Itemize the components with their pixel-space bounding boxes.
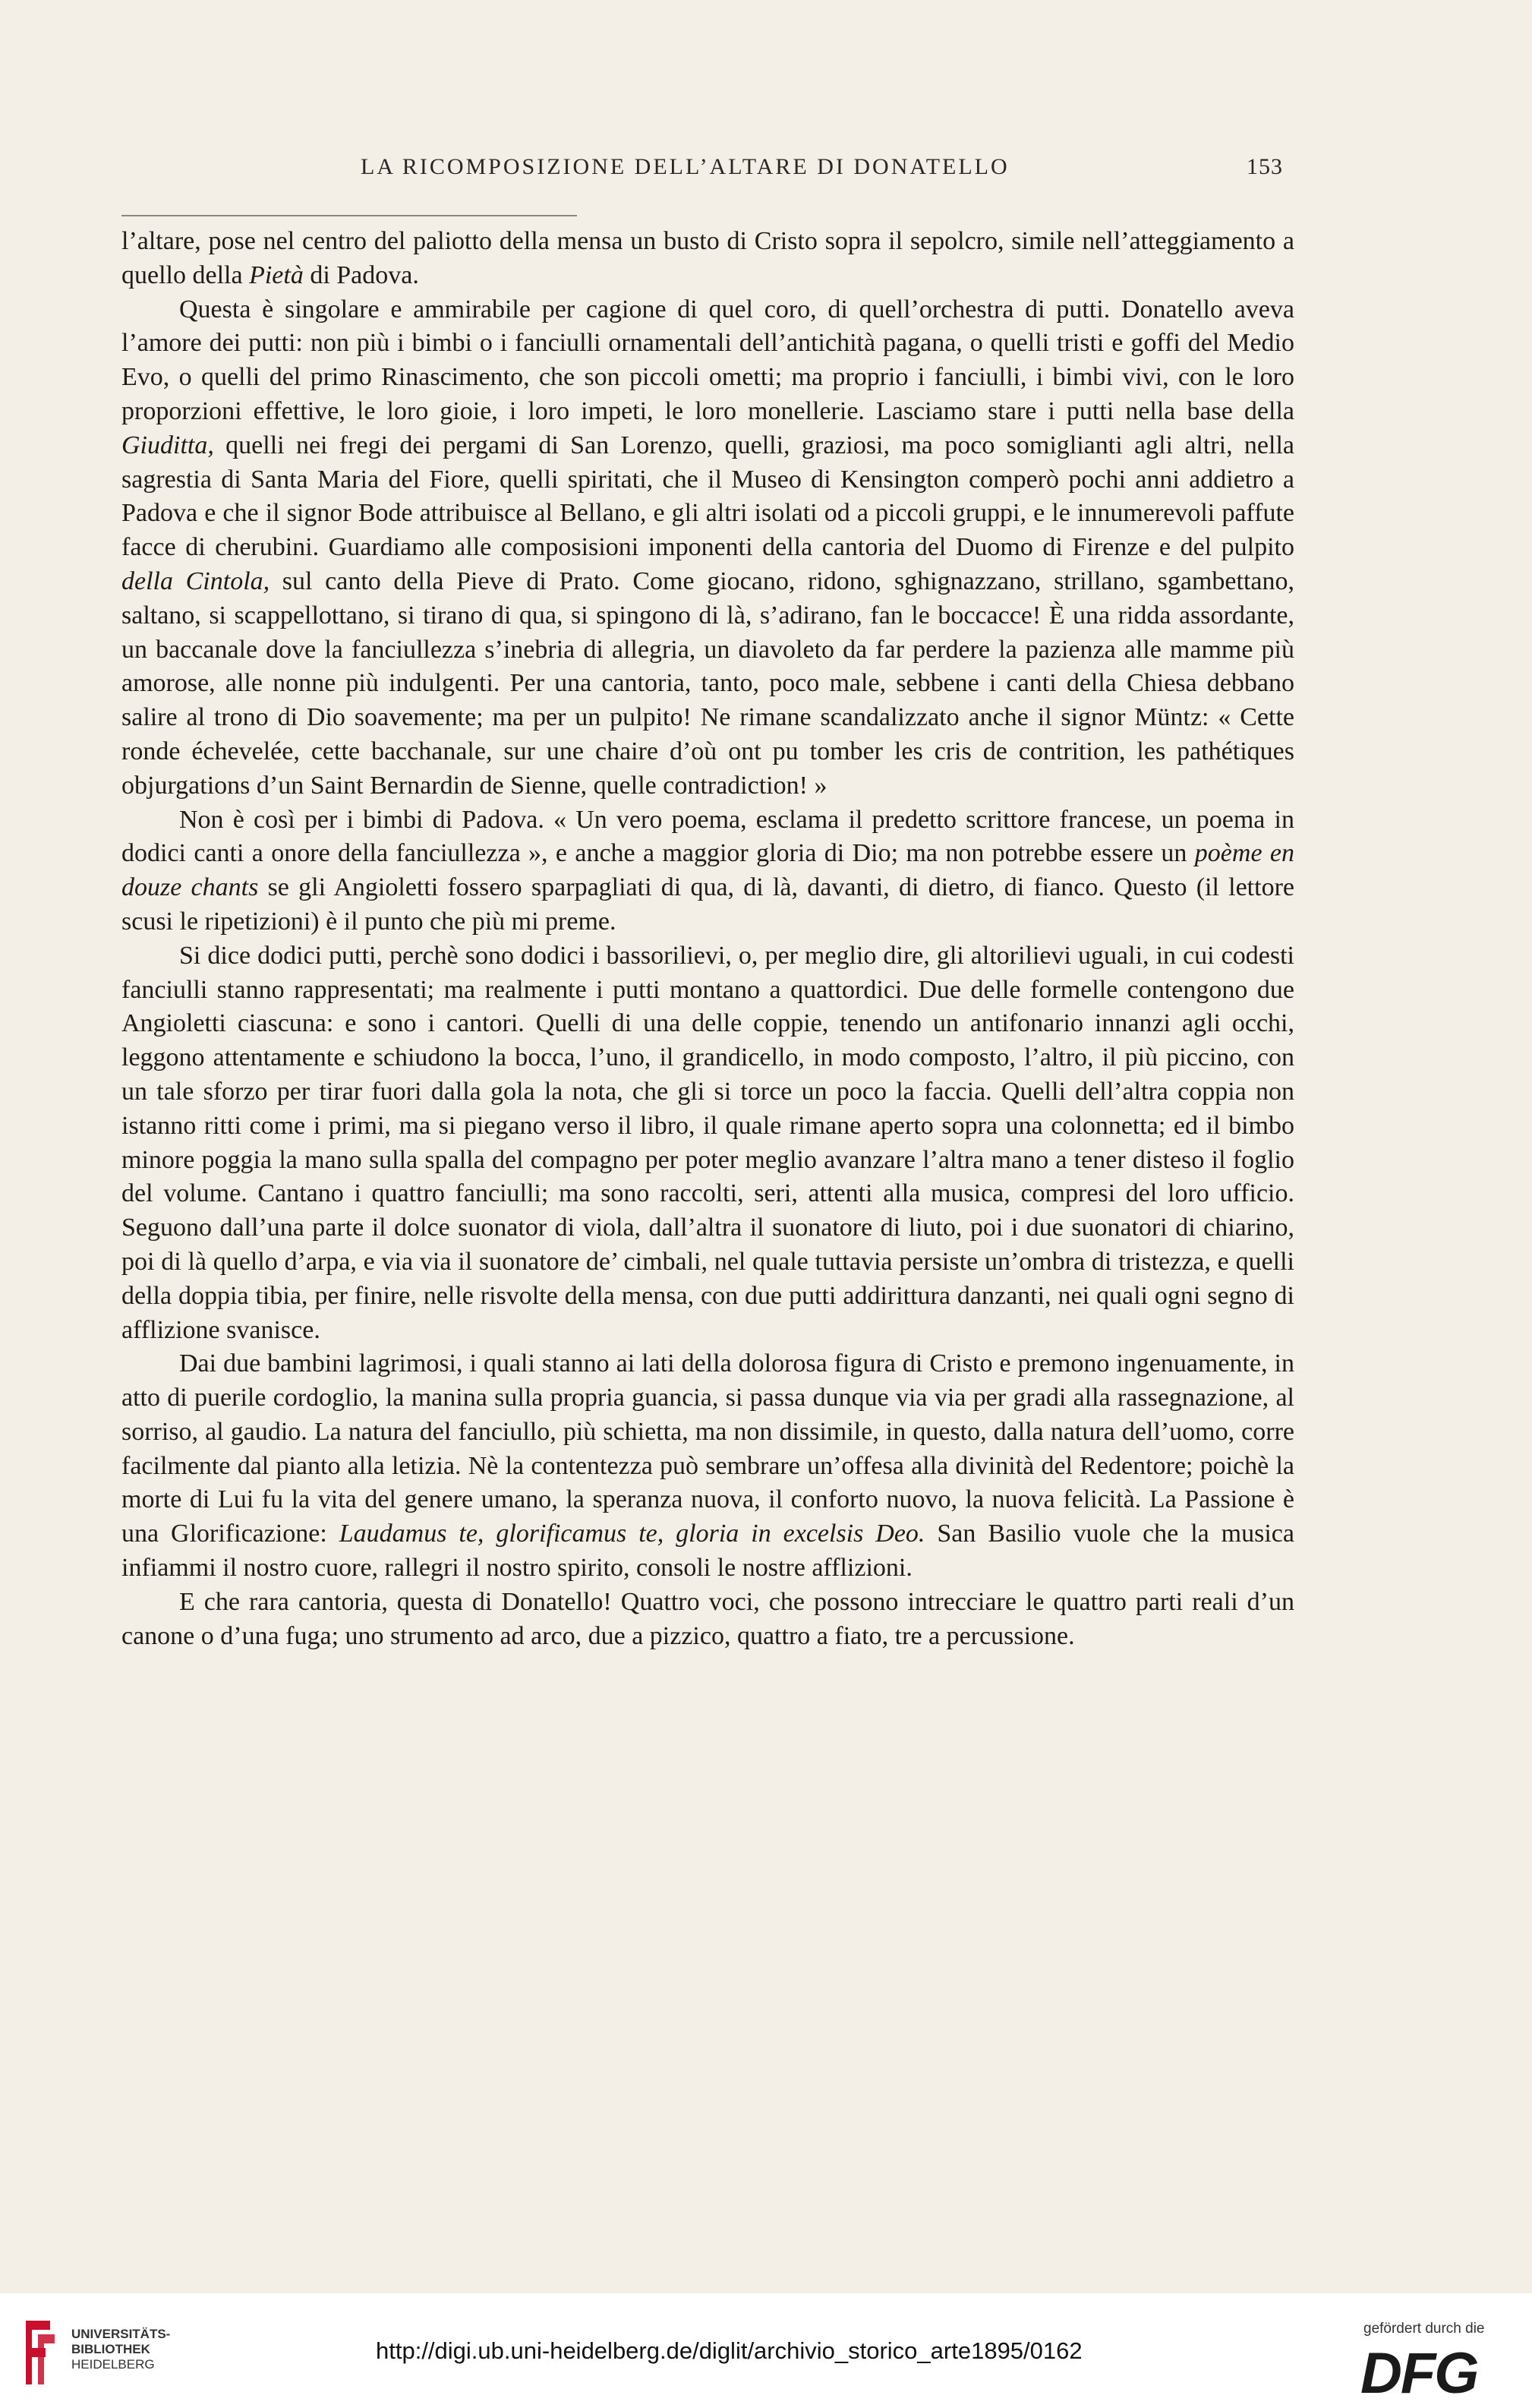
italic-text: Giuditta,: [121, 431, 214, 459]
paragraph: [121, 803, 1294, 939]
paragraph-text: quelli nei fregi dei pergami di San Lorenzo, quelli, graziosi, ma poco somiglianti agli altri, nella sagrestia di Santa Maria del Fiore, quelli spiritati, che il Museo di Kensington comperò pochi anni addietro a Padova e che il signor Bode attribuisce al Bellano, e gli altri isolati od a piccoli gruppi, e le innumerevoli paffute facce di cherubini. Guardiamo alle composisioni imponenti della cantoria del Duomo di Firenze e del pulpito: [121, 431, 1294, 562]
body-text: [121, 225, 1294, 1653]
footer-bar: [0, 2293, 1532, 2408]
paragraph-text: se gli Angioletti fossero sparpagliati di qua, di là, davanti, di dietro, di fianco. Questo (il lettore scusi le ripetizioni) è il punto che più mi preme.: [121, 873, 1294, 936]
paragraph-text: l’altare, pose nel centro del paliotto della mensa un busto di Cristo sopra il sepolcro, simile nell’atteggiamento a quello della: [121, 227, 1294, 289]
paragraph: [121, 1347, 1294, 1586]
paragraph-text: di Padova.: [303, 260, 419, 289]
library-name-line: HEIDELBERG: [71, 2357, 155, 2372]
paragraph-text: Dai due bambini lagrimosi, i quali stanno ai lati della dolorosa figura di Cristo e premono ingenuamente, in atto di puerile cordoglio, la manina sulla propria guancia, si passa dunque via via per gradi alla rassegnazione, al sorriso, al gaudio. La natura del fanciullo, più schietta, ma non dissimile, in questo, dalla natura dell’uomo, corre facilmente dal pianto alla letizia. Nè la contentezza può sembrare un’offesa alla divinità del Redentore; poichè la morte di Lui fu la vita del genere umano, la speranza nuova, il conforto nuovo, la nuova felicità. La Passione è una Glorificazione:: [121, 1349, 1294, 1548]
paragraph: [121, 1586, 1294, 1654]
paragraph-text: Non è così per i bimbi di Padova. « Un vero poema, esclama il predetto scrittore francese, un poema in dodici canti a onore della fanciullezza », e anche a maggior gloria di Dio; ma non potrebbe essere un: [121, 805, 1294, 868]
university-library-logo-icon: [15, 2315, 61, 2391]
paragraph-text: Questa è singolare e ammirabile per cagione di quel coro, di quell’orchestra di putti. Donatello aveva l’amore dei putti: non più i bimbi o i fanciulli ornamentali dell’antichità pagana, o quelli tristi e goffi del Medio Evo, o quelli del primo Rinascimento, che son piccoli ometti; ma proprio i fanciulli, i bimbi vivi, con le loro proporzioni effettive, le loro gioie, i loro impeti, le loro monellerie. Lasciamo stare i putti nella base della: [121, 295, 1294, 425]
paragraph-text: San Basilio vuole che la musica infiammi il nostro cuore, rallegri il nostro spirito, consoli le nostre afflizioni.: [121, 1520, 1294, 1583]
library-name-line: BIBLIOTHEK: [71, 2342, 150, 2356]
header-rule: [121, 215, 577, 216]
paragraph-text: E che rara cantoria, questa di Donatello! Quattro voci, che possono intrecciare le quattro parti reali d’un canone o d’una fuga; uno strumento ad arco, due a pizzico, quattro a fiato, tre a percussione.: [121, 1587, 1294, 1650]
italic-text: Pietà: [249, 260, 304, 289]
paragraph: [121, 293, 1294, 803]
library-name-line: UNIVERSITÄTS-: [71, 2327, 171, 2341]
dfg-logo: DFG: [1360, 2341, 1478, 2406]
source-url-link[interactable]: http://digi.ub.uni-heidelberg.de/diglit/archivio_storico_arte1895/0162: [376, 2337, 1083, 2364]
funding-note: gefördert durch die: [1363, 2321, 1485, 2337]
page-number: 153: [1247, 154, 1283, 179]
library-name: [71, 2327, 170, 2372]
paragraph-text: Si dice dodici putti, perchè sono dodici i bassorilievi, o, per meglio dire, gli altorilievi uguali, in cui codesti fanciulli stanno rappresentati; ma realmente i putti montano a quattordici. Due delle formelle contengono due Angioletti ciascuna: e sono i cantori. Quelli di una delle coppie, tenendo un antifonario innanzi agli occhi, leggono attentamente e schiudono la bocca, l’uno, il grandicello, in modo composto, l’altro, il più piccino, con un tale sforzo per tirar fuori dalla gola la nota, che gli si torce un poco la faccia. Quelli dell’altra coppia non istanno ritti come i primi, ma si piegano verso il libro, il quale rimane aperto sopra una colonnetta; ed il bimbo minore poggia la mano sulla spalla del compagno per poter meglio avanzare l’altra mano a tener disteso il foglio del volume. Cantano i quattro fanciulli; ma sono raccolti, seri, attenti alla musica, compresi del loro ufficio. Seguono dall’una parte il dolce suonator di viola, dall’altra il suonatore di liuto, poi i due suonatori di chiarino, poi di là quello d’arpa, e via via il suonatore de’ cimbali, nel quale tuttavia persiste un’ombra di tristezza, e quelli della doppia tibia, per finire, nelle risvolte della mensa, con due putti addirittura danzanti, nei quali ogni segno di afflizione svanisce.: [121, 941, 1294, 1344]
italic-text: Laudamus te, glorificamus te, gloria in excelsis Deo.: [339, 1520, 925, 1548]
running-title: LA RICOMPOSIZIONE DELL’ALTARE DI DONATELLO: [361, 154, 1010, 179]
paragraph-text: sul canto della Pieve di Prato. Come giocano, ridono, sghignazzano, strillano, sgambettano, saltano, si scappellottano, si tirano di qua, si spingono di là, s’adirano, fan le boccacce! È una ridda assordante, un baccanale dove la fanciullezza s’inebria di allegria, un diavoleto da far perdere la pazienza alle mamme più amorose, alle nonne più indulgenti. Per una cantoria, tanto, poco male, sebbene i canti della Chiesa debbano salire al trono di Dio soavemente; ma per un pulpito! Ne rimane scandalizzato anche il signor Müntz: « Cette ronde échevelée, cette bacchanale, sur une chaire d’où ont pu tomber les cris de contrition, les pathétiques objurgations d’un Saint Bernardin de Sienne, quelle contradiction! »: [121, 566, 1295, 800]
paragraph: [121, 225, 1294, 293]
paragraph: [121, 939, 1294, 1348]
italic-text: poème en douze chants: [121, 839, 1294, 902]
italic-text: della Cintola,: [121, 566, 270, 595]
running-head: [121, 154, 1283, 192]
